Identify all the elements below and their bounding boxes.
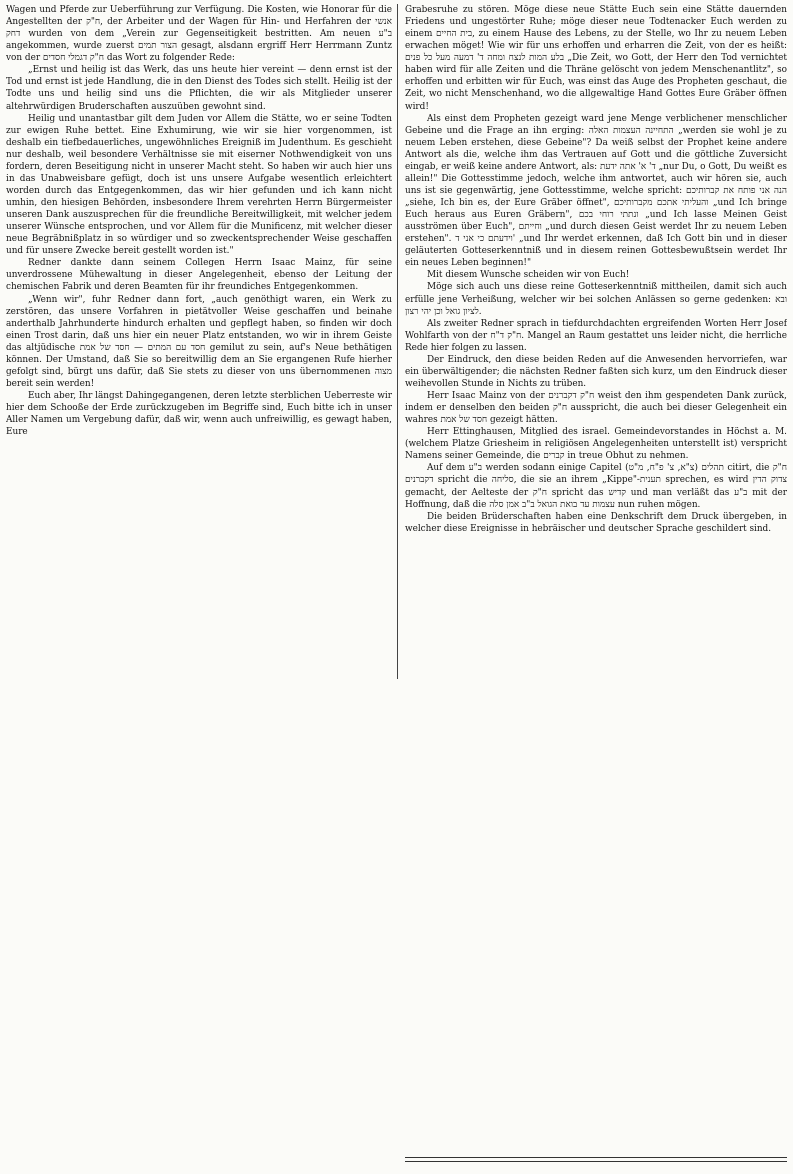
end-rule	[405, 1157, 787, 1158]
end-rule-double	[405, 1161, 787, 1162]
paragraph: Herr Ettinghausen, Mitglied des israel. Gemeindevorstandes in Höchst a. M. (welchem Platze Griesheim in religiösen Angelegenheiten unterstellt ist) verspricht Namens seiner Gemeinde, die קברים in treue Obhut zu nehmen.	[405, 427, 787, 462]
paragraph: „Wenn wir", fuhr Redner dann fort, „auch genöthigt waren, ein Werk zu zerstören, das unsere Vorfahren in pietätvoller Weise geschaffen und beinahe anderthalb Jahrhunderte hindurch erhalten und gepflegt haben, so finden wir doch einen Trost darin, daß uns hier ein neuer Platz entstanden, wo wir in ihrem Geiste das altjüdische חסד עם המתים — חסד של אמת gemilut zu sein, auf's Neue bethätigen können. Der Umstand, daß Sie so bereitwillig dem an Sie ergangenen Rufe hierher gefolgt sind, bürgt uns dafür, daß Sie stets zu dieser von uns übernommenen מצוה bereit sein werden!	[6, 294, 392, 389]
paragraph: Redner dankte dann seinem Collegen Herrn Isaac Mainz, für seine unverdrossene Mühewaltung in dieser Angelegenheit, ebenso der Leitung der chemischen Fabrik und deren Beamten für ihr freundiches Entgegenkommen.	[6, 258, 392, 293]
paragraph: Mit diesem Wunsche scheiden wir von Euch!	[427, 270, 630, 281]
paragraph: Grabesruhe zu stören. Möge diese neue Stätte Euch sein eine Stätte dauernden Friedens und ungestörter Ruhe; möge dieser neue Todtenacker Euch werden zu einem בית החיים, zu einem Hause des Lebens, zu der Stelle, wo Ihr zu neuem Leben erwachen möget! Wie wir für uns erhoffen und erharren die Zeit, von der es heißt: בלע המות לנצח ומחה ד' דמעה מעל כל פנים „Die Zeit, wo Gott, der Herr den Tod vernichtet haben wird für alle Zeiten und die Thräne gelöscht von jedem Menschenantlitz", so erhoffen und erbitten wir für Euch, was einst das Auge des Propheten geschaut, die Zeit, wo nicht Menschenhand, wo die allgewaltige Hand Gottes Eure Gräber öffnen wird!	[405, 5, 787, 112]
column-divider	[397, 4, 398, 679]
paragraph: Möge sich auch uns diese reine Gotteserkenntniß mittheilen, damit sich auch erfülle jene Verheißung, welcher wir bei solchen Anlässen so gerne gedenken: ובא לציון גואל וכן יהי רצון.	[405, 282, 787, 317]
right-column	[405, 4, 787, 1154]
paragraph: Wagen und Pferde zur Ueberführung zur Verfügung. Die Kosten, wie Honorar für die Angestellten der ח"ק, der Arbeiter und der Wagen für Hin- und Herfahren der אנשי דחק wurden von dem „Verein zur Gegenseitigkeit bestritten. Am neuen ב"ע angekommen, wurde zuerst הצור תמים gesagt, alsdann ergriff Herr Herrmann Zuntz von der ח"ק דגמלי חסדים das Wort zu folgender Rede:	[6, 5, 392, 64]
paragraph: Heilig und unantastbar gilt dem Juden vor Allem die Stätte, wo er seine Todten zur ewigen Ruhe bettet. Eine Exhumirung, wie wir sie hier vorgenommen, ist deshalb ein tiefbedauerliches, ungewöhnliches Ereigniß im Judenthum. Es geschieht nur deshalb, weil besondere Verhältnisse sie mit eiserner Nothwendigkeit von uns fordern, deren Beseitigung nicht in unserer Macht steht. So haben wir auch hier uns in das Unabweisbare gefügt, doch ist uns unsere Aufgabe wesentlich erleichtert worden durch das Entgegenkommen, das wir hier gefunden und ich kann nicht umhin, den hiesigen Behörden, insbesondere Ihrem verehrten Herrn Bürgermeister unseren Dank auszusprechen für die freundliche Bereitwilligkeit, mit welcher jedem unserer Wünsche entsprochen, und vor Allem für die Munificenz, mit welcher dieser neue Begräbnißplatz in so würdiger und so zweckentsprechender Weise geschaffen und für unsere Zwecke bereit gestellt worden ist."	[6, 113, 392, 257]
left-column	[6, 4, 392, 1154]
paragraph: Herr Isaac Mainz von der ח"ק דקברנים weist den ihm gespendeten Dank zurück, indem er denselben den beiden ח"ק ausspricht, die auch bei dieser Gelegenheit ein wahres חסד של אמת gezeigt hätten.	[405, 391, 787, 426]
paragraph: „Ernst und heilig ist das Werk, das uns heute hier vereint — denn ernst ist der Tod und ernst ist jede Handlung, die in den Dienst des Todes sich stellt. Heilig ist der Todte uns und heilig sind uns die Pflichten, die wir als Mitglieder unserer altehrwürdigen Bruderschaften auszuüben gewohnt sind.	[6, 65, 392, 112]
paragraph: Als zweiter Redner sprach in tiefdurchdachten ergreifenden Worten Herr Josef Wohlfarth von der ח"ק ד"ח. Mangel an Raum gestattet uns leider nicht, die herrliche Rede hier folgen zu lassen.	[405, 318, 787, 353]
paragraph: Als einst dem Propheten gezeigt ward jene Menge verblichener menschlicher Gebeine und die Frage an ihn erging: התחיינה העצמות האלה „werden sie wohl je zu neuem Leben erstehen, diese Gebeine"? Da weiß selbst der Prophet keine andere Antwort als die, welche ihm das Vertrauen auf Gott und die göttliche Zuversicht eingab, er weiß keine andere Antwort, als: ד' א' אתה ידעת „nur Du, o Gott, Du weißt es allein!" Die Gottesstimme jedoch, welche ihm antwortet, auch wir hören sie, auch uns ist sie gegenwärtig, jene Gottesstimme, welche spricht: הנה אני פותח את קברותיכם „siehe, Ich bin es, der Eure Gräber öffnet", והעליתי אתכם מקברותיכם „und Ich bringe Euch heraus aus Euren Gräbern", ונתתי רוחי בכם „und Ich lasse Meinen Geist ausströmen über Euch", וחייתם „und durch diesen Geist werdet Ihr zu neuem Leben erstehen". וידעתם כי אני ד' „und Ihr werdet erkennen, daß Ich Gott bin und in dieser geläuterten Gotteserkenntniß und in diesem reinen Gottesbewußtsein werdet Ihr ein neues Leben beginnen!"	[405, 113, 787, 269]
paragraph: Die beiden Brüderschaften haben eine Denkschrift dem Druck übergeben, in welcher diese Ereignisse in hebräischer und deutscher Sprache geschildert sind.	[405, 511, 787, 534]
paragraph: Auf dem ב"ע werden sodann einige Capitel תהלים (צ"א, צ' פ"ח, מ"ט) citirt, die ח"ק דקברנים spricht die סליחה, die sie an ihrem „Kippe"-תענית sprechen, es wird צדוק הדין gemacht, der Aelteste der ח"ק spricht das קדיש und man verläßt das ב"ע mit der Hoffnung, daß die עצמות עד בואת הגואל ב"ב אמן סלה nun ruhen mögen.	[405, 463, 787, 510]
paragraph: Der Eindruck, den diese beiden Reden auf die Anwesenden hervorriefen, war ein überwältigender; die nächsten Redner faßten sich kurz, um den Eindruck dieser weihevollen Stunde in Nichts zu trüben.	[405, 354, 787, 389]
paragraph: Euch aber, Ihr längst Dahingegangenen, deren letzte sterblichen Ueberreste wir hier dem Schooße der Erde zurückzugeben im Begriffe sind, Euch bitte ich in unser Aller Namen um Vergebung dafür, daß wir, wenn auch unfreiwillig, es gewagt haben, Eure	[6, 391, 392, 438]
